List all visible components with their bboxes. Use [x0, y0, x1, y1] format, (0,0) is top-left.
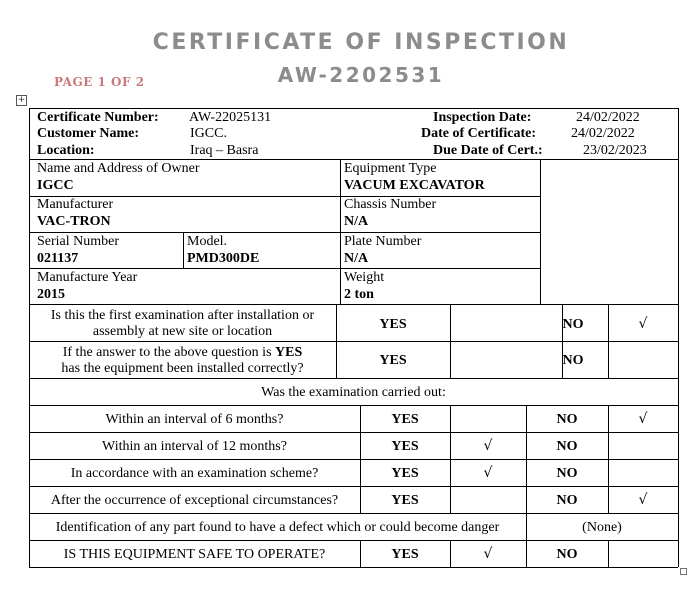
- serial-number-label: Serial Number: [37, 234, 120, 249]
- defect-question: Identification of any part found to have a defect which or could become danger: [55, 520, 500, 535]
- table-line: [29, 459, 678, 460]
- defect-answer: (None): [582, 520, 622, 535]
- table-resize-handle-icon[interactable]: [680, 568, 687, 575]
- table-line: [29, 513, 678, 514]
- interval-6-question: Within an interval of 6 months?: [105, 412, 284, 427]
- model-label: Model.: [187, 234, 228, 249]
- safe-question: IS THIS EQUIPMENT SAFE TO OPERATE?: [63, 547, 326, 562]
- manufacturer-value: VAC-TRON: [37, 214, 111, 229]
- cert-date-value: 24/02/2022: [571, 126, 635, 141]
- due-date-value: 23/02/2023: [583, 143, 647, 158]
- safe-yes: YES: [391, 547, 419, 562]
- cert-number-label: Certificate Number:: [37, 110, 159, 125]
- table-line: [540, 159, 541, 304]
- customer-name-label: Customer Name:: [37, 126, 139, 141]
- interval-12-yes-tick: √: [483, 438, 493, 454]
- chassis-number-value: N/A: [344, 214, 369, 229]
- interval-6-no: NO: [556, 412, 578, 427]
- table-line: [29, 405, 678, 406]
- exceptional-yes: YES: [391, 493, 419, 508]
- table-line: [29, 159, 678, 160]
- inspection-date-value: 24/02/2022: [576, 110, 640, 125]
- interval-6-yes: YES: [391, 412, 419, 427]
- table-line: [183, 232, 184, 268]
- location-value: Iraq – Basra: [190, 143, 259, 158]
- cert-date-label: Date of Certificate:: [421, 126, 537, 141]
- safe-yes-tick: √: [483, 546, 493, 562]
- manufacture-year-value: 2015: [37, 287, 65, 302]
- customer-name-value: IGCC.: [190, 126, 227, 141]
- equipment-type-value: VACUM EXCAVATOR: [344, 178, 485, 193]
- table-line: [29, 232, 540, 233]
- table-line: [450, 304, 451, 378]
- table-line: [29, 268, 540, 269]
- table-line: [29, 341, 678, 342]
- table-line: [29, 378, 678, 379]
- first-exam-no: NO: [562, 317, 584, 332]
- table-line: [340, 159, 341, 304]
- table-line: [678, 108, 679, 567]
- installed-question-line2: has the equipment been installed correctly?: [61, 361, 304, 376]
- weight-value: 2 ton: [344, 287, 374, 302]
- plate-number-label: Plate Number: [344, 234, 422, 249]
- manufacturer-label: Manufacturer: [37, 197, 114, 212]
- safe-no: NO: [556, 547, 578, 562]
- table-line: [29, 486, 678, 487]
- installed-yes: YES: [379, 353, 407, 368]
- table-line: [29, 567, 678, 568]
- cert-number-value: AW-22025131: [189, 110, 272, 125]
- installed-no: NO: [562, 353, 584, 368]
- plate-number-value: N/A: [344, 251, 369, 266]
- location-label: Location:: [37, 143, 95, 158]
- certificate-title: CERTIFICATE OF INSPECTION: [152, 30, 570, 55]
- owner-label: Name and Address of Owner: [37, 161, 200, 176]
- table-move-handle-icon[interactable]: +: [17, 95, 26, 105]
- first-exam-yes: YES: [379, 317, 407, 332]
- manufacture-year-label: Manufacture Year: [37, 270, 138, 285]
- inspection-table: [29, 108, 678, 567]
- table-line: [450, 405, 451, 513]
- table-line: [29, 108, 678, 109]
- scheme-no: NO: [556, 466, 578, 481]
- owner-value: IGCC: [37, 178, 74, 193]
- table-line: [29, 304, 678, 305]
- scheme-yes-tick: √: [483, 465, 493, 481]
- first-exam-question-line2: assembly at new site or location: [92, 324, 273, 339]
- equipment-type-label: Equipment Type: [344, 161, 437, 176]
- serial-number-value: 021137: [37, 251, 79, 266]
- table-line: [608, 540, 609, 567]
- interval-12-question: Within an interval of 12 months?: [102, 439, 287, 454]
- interval-12-yes: YES: [391, 439, 419, 454]
- first-exam-question-line1: Is this the first examination after installation or: [50, 308, 315, 323]
- scheme-yes: YES: [391, 466, 419, 481]
- installed-question-line1: If the answer to the above question is YES: [62, 345, 303, 360]
- chassis-number-label: Chassis Number: [344, 197, 437, 212]
- weight-label: Weight: [344, 270, 385, 285]
- table-line: [29, 432, 678, 433]
- certificate-subtitle: AW-2202531: [277, 63, 445, 87]
- model-value: PMD300DE: [187, 251, 260, 266]
- exceptional-question: After the occurrence of exceptional circumstances?: [50, 493, 339, 508]
- scheme-question: In accordance with an examination scheme?: [70, 466, 319, 481]
- page-indicator: PAGE 1 OF 2: [54, 75, 145, 89]
- due-date-label: Due Date of Cert.:: [433, 143, 543, 158]
- exceptional-no: NO: [556, 493, 578, 508]
- examination-heading: Was the examination carried out:: [261, 385, 446, 400]
- exceptional-no-tick: √: [638, 492, 648, 508]
- interval-6-no-tick: √: [638, 411, 648, 427]
- interval-12-no: NO: [556, 439, 578, 454]
- inspection-date-label: Inspection Date:: [433, 110, 532, 125]
- table-line: [29, 540, 678, 541]
- first-exam-no-tick: √: [638, 316, 648, 332]
